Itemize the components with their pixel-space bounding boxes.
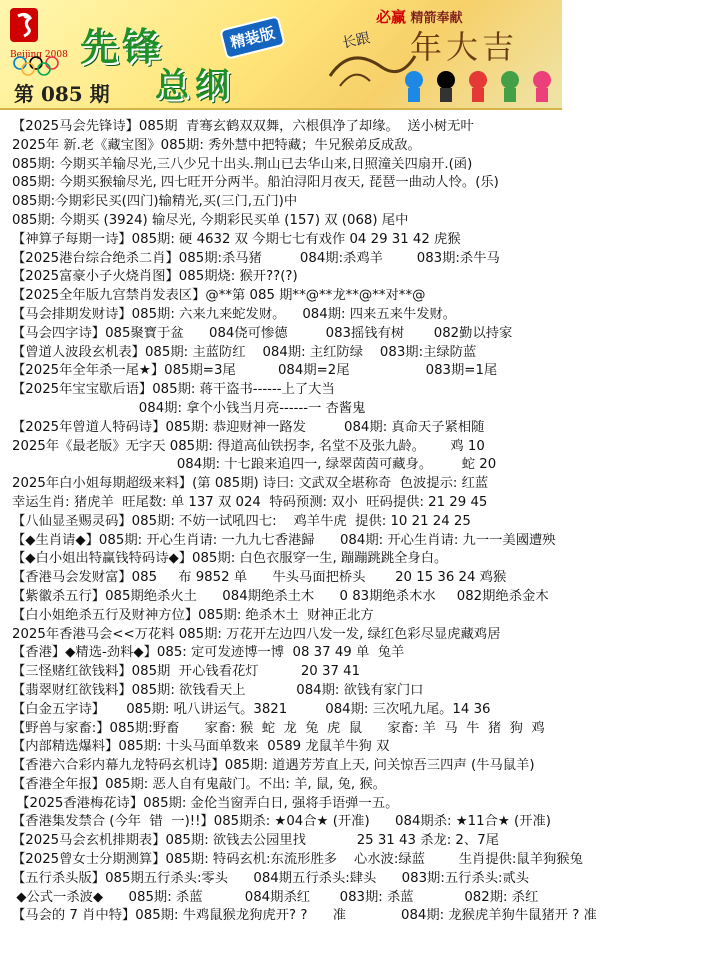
text-line: 【2025富豪小子火烧肖图】085期烧: 猴开??(?)	[12, 269, 298, 285]
text-line: 【2025年全年杀一尾★】085期=3尾 084期=2尾 083期=1尾	[12, 363, 498, 379]
text-line: 【2025马会先锋诗】085期 青骞玄鹤双双舞，六根俱净了却缘。 送小树无叶	[12, 119, 474, 134]
text-line: 【2025港台综合绝杀二肖】085期:杀马猪 084期:杀鸡羊 083期:杀牛马	[12, 250, 500, 266]
text-line: 【◆生肖请◆】085期: 开心生肖请: 一九九七香港歸 084期: 开心生肖请: 九一一美國遭殃	[12, 532, 556, 548]
title-sub: 总纲	[155, 66, 235, 106]
text-line: 【五行杀头版】085期五行杀头:零头 084期五行杀头:肆头 083期:五行杀头:贰头	[12, 870, 530, 886]
text-line: 【马会四字诗】085聚寶于盆 084侥可惨德 083摇钱有树 082勤以持家	[12, 325, 513, 341]
fuwa-mascots-icon	[400, 66, 556, 104]
new-year-text: 年大吉	[410, 28, 519, 66]
text-line: 085期:今期彩民买(四门)输精光,买(三门,五门)中	[12, 194, 298, 210]
text-line: 【香港六合彩内幕九龙特码玄机诗】085期: 道遇芳芳直上天, 问关惊吾三四声 (牛马鼠羊)	[12, 758, 535, 774]
text-line: 【◆白小姐出特赢钱特码诗◆】085期: 白色衣服穿一生, 蹦蹦跳跳全身白。	[12, 551, 448, 567]
article-body	[12, 118, 718, 926]
text-line: 2025年 新.老《藏宝图》085期: 秀外慧中把特藏；牛兄猴弟反成敌。	[12, 137, 421, 153]
text-line: 【三怪赌红欲钱料】085期 开心钱看花灯 20 37 41	[12, 664, 361, 680]
olympic-rings-icon	[12, 56, 62, 76]
text-line: 2025年香港马会<<万花料 085期: 万花开左边四八发一发, 绿红色彩尽显虎藏鸡居	[12, 626, 501, 642]
text-line: 【2025香港梅花诗】085期: 金伦当窗弄白日, 强将手语弹一五。	[12, 795, 399, 811]
text-line: 【香港集发禁合 (今年 错 一)!!】085期杀: ★04合★ (开准) 084期杀: ★11合★ (开准)	[12, 814, 551, 830]
text-line: 【八仙显圣赐灵码】085期: 不妨一试吼四七: 鸡羊牛虎 提供: 10 21 24 25	[12, 513, 471, 529]
text-line: 【香港】◆精选-劲料◆】085: 定可发迹博一博 08 37 49 单 兔羊	[12, 645, 405, 661]
follow-text: 长跟	[340, 30, 372, 52]
text-line: 【香港马会发财富】085 布 9852 单 牛头马面把桥头 20 15 36 24 鸡猴	[12, 570, 507, 586]
text-line: 【神算子每期一诗】085期: 硬 4632 双 今期七七有戏作 04 29 31 42 虎猴	[12, 231, 461, 247]
text-line: 【曾道人波段玄机表】085期: 主蓝防红 084期: 主红防绿 083期:主绿防蓝	[12, 344, 477, 360]
text-line: 幸运生肖: 猪虎羊 旺尾数: 单 137 双 024 特码预测: 双小 旺码提供: 21 29 45	[12, 494, 488, 510]
text-line: 【2025年曾道人特码诗】085期: 恭迎财神一路发 084期: 真命天子紧相随	[12, 419, 485, 435]
beijing-2008-text: Beijing 2008	[10, 50, 68, 60]
text-line: 【内部精选爆料】085期: 十头马面单数来 0589 龙鼠羊牛狗 双	[12, 739, 390, 755]
edition-badge: 精装版	[219, 15, 286, 60]
text-line: 【翡翠财红欲钱料】085期: 欲钱看天上 084期: 欲钱有家门口	[12, 682, 424, 698]
text-line: 【2025年宝宝歇后语】085期: 蒋干盗书------上了大当	[12, 382, 335, 398]
text-line: 【白小姐绝杀五行及财神方位】085期: 绝杀木土 财神正北方	[12, 607, 374, 623]
text-line: 084期: 拿个小钱当月亮------一 杏酱鬼	[12, 400, 366, 416]
text-line: 【白金五字诗】 085期: 吼八讲运气。3821 084期: 三次吼九尾。14 36	[12, 701, 491, 717]
text-line: ◆公式一杀波◆ 085期: 杀蓝 084期杀红 083期: 杀蓝 082期: 杀红	[12, 889, 539, 905]
slogan-left: 必赢	[376, 8, 407, 26]
text-line: 085期: 今期买羊输尽光,三八少兄十出头.荆山已去华山来,日照潼关四扇开.(函)	[12, 156, 473, 172]
text-line: 【马会的 7 肖中特】085期: 牛鸡鼠猴龙狗虎开? ? 准 084期: 龙猴虎羊狗牛鼠猪开 ? 准	[12, 908, 597, 924]
text-line: 2025年白小姐每期超级来料】(第 085期) 诗曰: 文武双全堪称奇 色波提示: 红蓝	[12, 476, 489, 492]
text-line: 2025年《最老版》无字天 085期: 得道高仙铁拐李, 名堂不及张九龄。 鸡 10	[12, 438, 485, 454]
text-line: 【2025全年版九宫禁肖发表区】@**第 085 期**@**龙**@**对**@	[12, 288, 426, 304]
text-line: 084期: 十七踉来追四一, 绿翠茵茵可藏身。 蛇 20	[12, 457, 497, 473]
text-line: 【香港全年报】085期: 恶人自有鬼敲门。不出: 羊, 鼠, 兔, 猴。	[12, 776, 386, 792]
slogan-right: 精箭奉献	[410, 11, 463, 26]
issue-number: 第 085 期	[14, 82, 110, 106]
header-banner	[0, 0, 562, 110]
beijing-emblem-icon	[4, 6, 44, 50]
text-line: 【紫徽杀五行】085期绝杀火土 084期绝杀土木 0 83期绝杀木水 082期绝杀金木	[12, 588, 549, 604]
title-main: 先锋	[80, 24, 165, 69]
text-line: 【野兽与家畜:】085期:野畜 家畜: 猴 蛇 龙 兔 虎 鼠 家畜: 羊 马 牛 猪 狗 鸡	[12, 720, 545, 736]
text-line: 085期: 今期买 (3924) 输尽光, 今期彩民买单 (157) 双 (068) 尾中	[12, 212, 409, 228]
text-line: 【2025马会玄机排期表】085期: 欲钱去公园里找 25 31 43 杀龙: 2、7尾	[12, 833, 499, 849]
text-line: 【马会排期发财诗】085期: 六来九来蛇发财。 084期: 四来五来牛发财。	[12, 306, 457, 322]
text-line: 【2025曾女士分期测算】085期: 特码玄机:东流形胜多 心水波:绿蓝 生肖提供:鼠羊狗猴兔	[12, 852, 583, 868]
text-line: 085期: 今期买猴输尽光, 四七旺开分两半。船泊浔阳月夜天, 琵琶一曲动人怜。(乐)	[12, 175, 499, 191]
